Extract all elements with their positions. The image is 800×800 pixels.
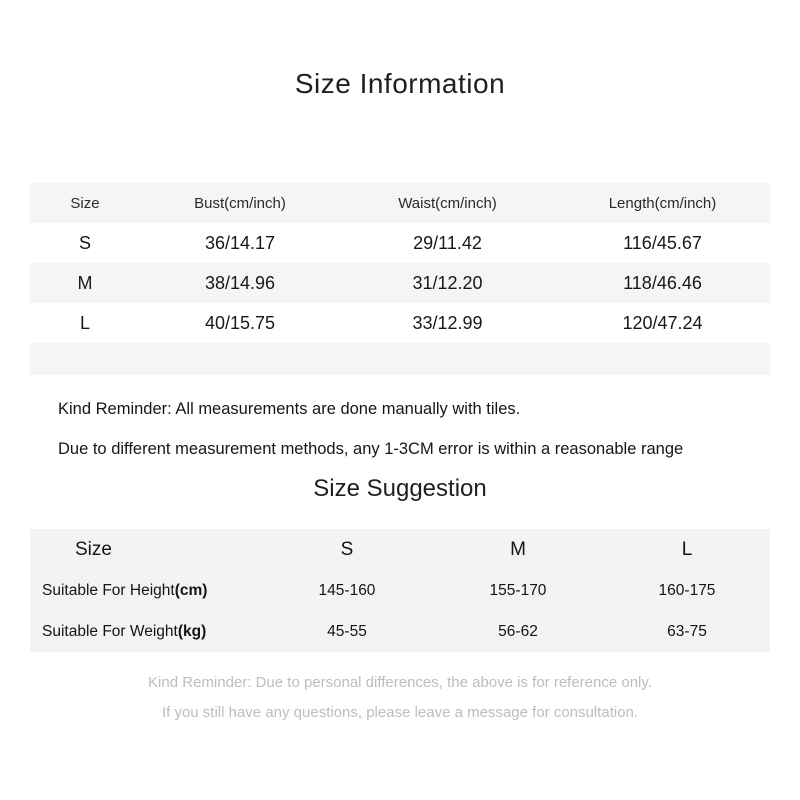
footer-notes [0,668,800,728]
cell-bust: 40/15.75 [140,303,340,343]
row-label-height [30,570,262,611]
table-header-row [30,183,770,223]
cell-weight-m: 56-62 [432,611,604,652]
suggestion-header-row [30,529,770,570]
table-row [30,263,770,303]
cell-weight-l: 63-75 [604,611,770,652]
suggestion-column-header-l: L [604,529,770,570]
cell-height-s: 145-160 [262,570,432,611]
column-header-length: Length(cm/inch) [555,183,770,223]
cell-size: S [30,223,140,263]
cell-length: 118/46.46 [555,263,770,303]
row-label-weight [30,611,262,652]
measurement-reminders [0,389,800,469]
cell-length: 120/47.24 [555,303,770,343]
suggestion-column-header-m: M [432,529,604,570]
reminder-line: Due to different measurement methods, any 1-3CM error is within a reasonable range [58,440,684,458]
suggestion-column-header-size: Size [30,529,262,570]
cell-height-m: 155-170 [432,570,604,611]
cell-size: L [30,303,140,343]
size-suggestion-table-container [0,529,800,652]
row-label-height-text: Suitable For Height [42,581,175,599]
row-label-weight-unit: (kg) [177,622,207,640]
cell-weight-s: 45-55 [262,611,432,652]
column-header-waist: Waist(cm/inch) [340,183,555,223]
reminder-line: Kind Reminder: All measurements are done manually with tiles. [58,400,521,418]
page-title: Size Information [294,68,506,99]
size-suggestion-table [30,529,770,652]
cell-bust: 36/14.17 [140,223,340,263]
cell-bust: 38/14.96 [140,263,340,303]
row-label-weight-text: Suitable For Weight [42,622,178,640]
footer-note-line: Kind Reminder: Due to personal differences, the above is for reference only. [148,674,652,691]
cell-length: 116/45.67 [555,223,770,263]
footer-note-line: If you still have any questions, please leave a message for consultation. [161,704,639,721]
size-information-table-container [0,183,800,343]
cell-size: M [30,263,140,303]
size-information-table [30,183,770,343]
table-row [30,303,770,343]
suggestion-row-weight [30,611,770,652]
table-bottom-band [30,343,770,375]
table-row [30,223,770,263]
column-header-bust: Bust(cm/inch) [140,183,340,223]
suggestion-row-height [30,570,770,611]
cell-height-l: 160-175 [604,570,770,611]
row-label-height-unit: (cm) [174,581,208,599]
cell-waist: 31/12.20 [340,263,555,303]
cell-waist: 33/12.99 [340,303,555,343]
column-header-size: Size [30,183,140,223]
suggestion-column-header-s: S [262,529,432,570]
size-suggestion-title: Size Suggestion [313,475,487,502]
cell-waist: 29/11.42 [340,223,555,263]
